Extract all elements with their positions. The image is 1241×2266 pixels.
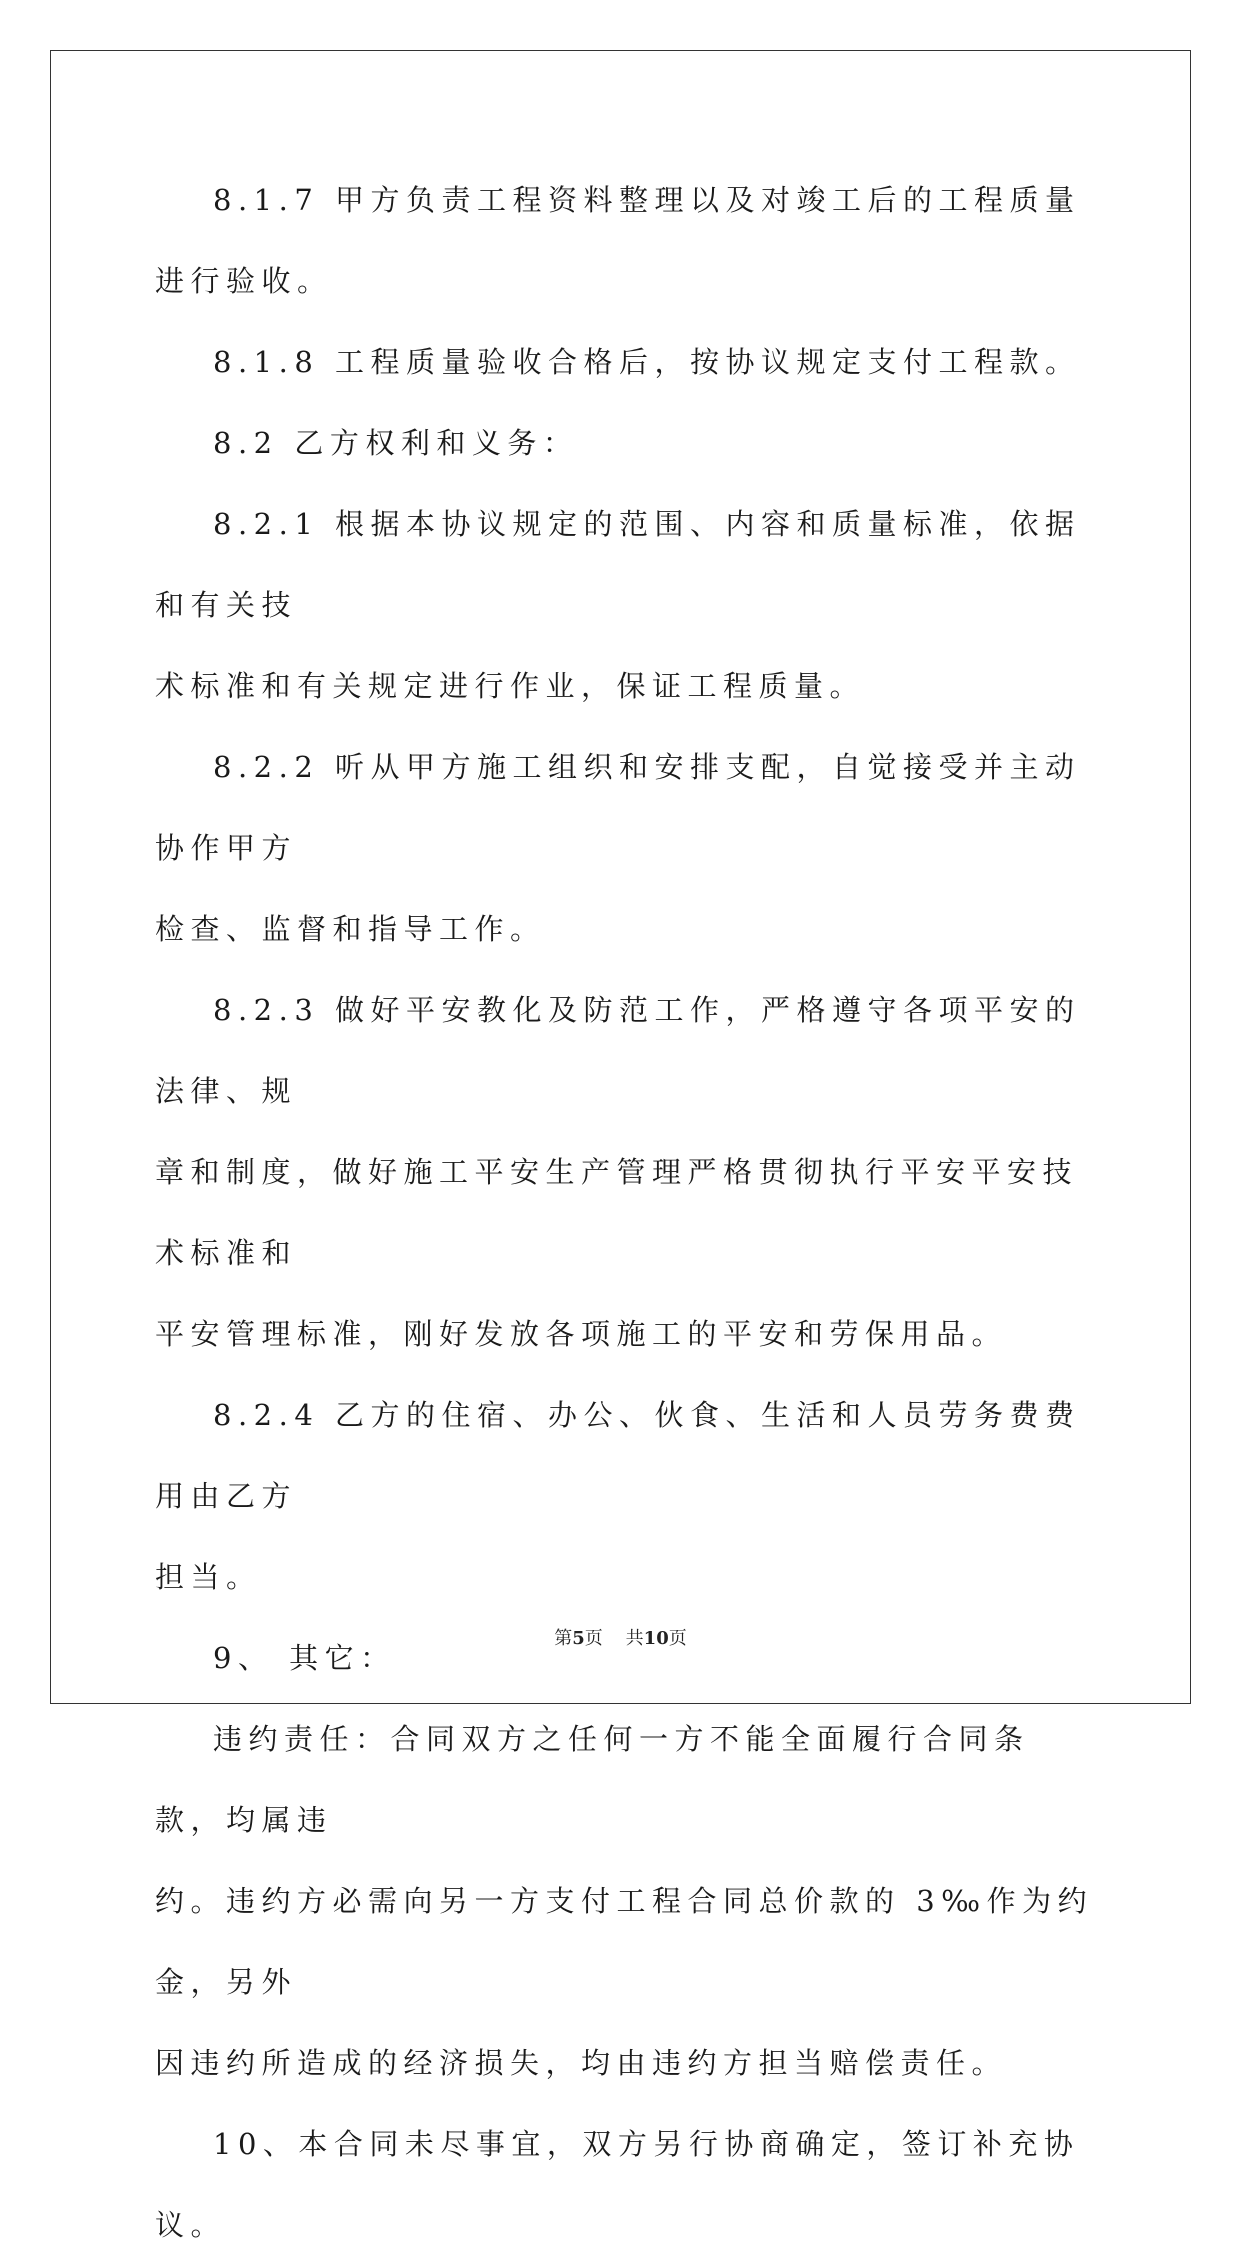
paragraph-line: 检查、监督和指导工作。 [155,912,546,946]
paragraph-line: 因违约所造成的经济损失，均由违约方担当赔偿责任。 [155,2046,1008,2080]
paragraph-8-1-8 [155,322,1095,403]
footer-page-suffix: 页 [584,1628,603,1649]
paragraph-8-2-4 [155,1375,1095,1618]
footer-prefix: 第 [554,1628,573,1649]
paragraph-line: 8.2.2 听从甲方施工组织和安排支配，自觉接受并主动协作甲方 [155,750,1081,865]
paragraph-8-1-7 [155,160,1095,322]
paragraph-line: 章和制度，做好施工平安生产管理严格贯彻执行平安平安技术标准和 [155,1155,1079,1270]
footer-total-prefix: 共 [625,1628,644,1649]
footer-page-number: 5 [572,1628,585,1649]
paragraph-line: 9、 其它： [213,1641,396,1675]
paragraph-8-2 [155,403,1095,484]
paragraph-line: 术标准和有关规定进行作业，保证工程质量。 [155,669,866,703]
paragraph-line: 8.2.1 根据本协议规定的范围、内容和质量标准，依据和有关技 [155,507,1081,622]
paragraph-8-2-2 [155,727,1095,970]
footer-total-suffix: 页 [668,1628,687,1649]
paragraph-8-2-3 [155,970,1095,1375]
paragraph-line: 违约责任：合同双方之任何一方不能全面履行合同条款，均属违 [155,1722,1030,1837]
paragraph-line: 8.2.3 做好平安教化及防范工作，严格遵守各项平安的法律、规 [155,993,1081,1108]
footer-total-pages: 10 [643,1628,669,1649]
page-footer [0,1624,1241,1650]
paragraph-line: 担当。 [155,1560,262,1594]
paragraph-line: 10、本合同未尽事宜，双方另行协商确定，签订补充协议。 [155,2127,1080,2242]
paragraph-line: 平安管理标准，刚好发放各项施工的平安和劳保用品。 [155,1317,1008,1351]
paragraph-line: 约。违约方必需向另一方支付工程合同总价款的 3‰作为约金，另外 [155,1884,1094,1999]
document-body [155,160,1095,2266]
paragraph-line: 8.1.7 甲方负责工程资料整理以及对竣工后的工程质量进行验收。 [155,183,1081,298]
paragraph-line: 8.2 乙方权利和义务： [213,426,579,460]
paragraph-line: 8.2.4 乙方的住宿、办公、伙食、生活和人员劳务费费用由乙方 [155,1398,1081,1513]
paragraph-10 [155,2104,1095,2266]
paragraph-8-2-1 [155,484,1095,727]
paragraph-line: 8.1.8 工程质量验收合格后，按协议规定支付工程款。 [213,345,1081,379]
paragraph-breach-liability [155,1699,1095,2104]
